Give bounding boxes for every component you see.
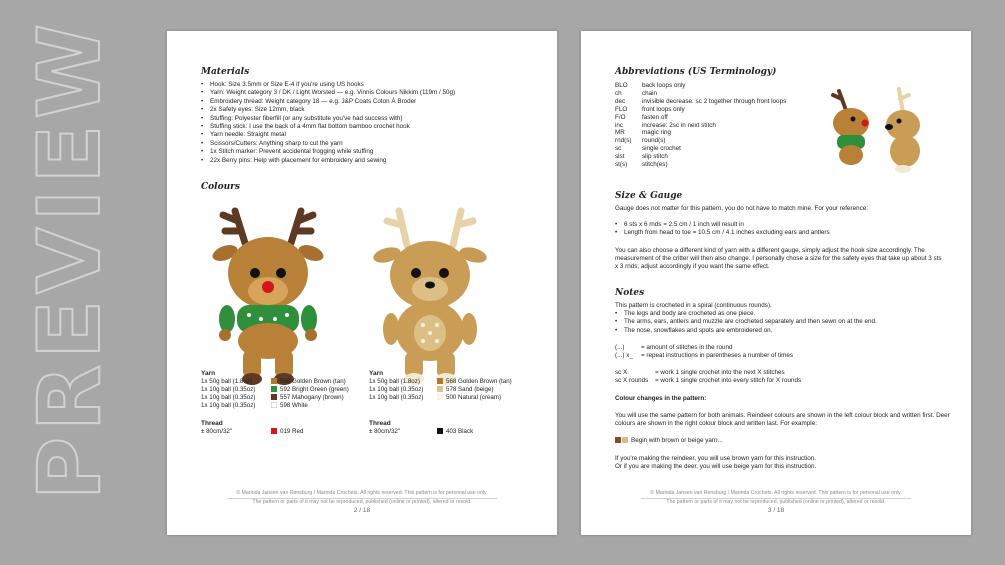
materials-item: • Yarn needle: Straight metal	[201, 131, 455, 139]
abbreviation-row: dec invisible decrease: sc 2 together through front loops	[615, 97, 787, 105]
sc-notation-row: sc X rounds = work 1 single crochet into every stitch for X rounds	[615, 376, 802, 384]
notes-list	[615, 310, 877, 335]
yarn-quantity: 1x 50g ball (1.8oz)	[369, 378, 420, 385]
deer-yarn-list	[369, 378, 512, 402]
deer-image	[367, 201, 497, 391]
reindeer-thread-label: Thread	[201, 420, 223, 427]
yarn-quantity: 1x 10g ball (0.35oz)	[369, 386, 424, 393]
yarn-name: 578 Sand (beige)	[446, 386, 494, 393]
page-2	[167, 31, 557, 535]
thread-swatch-red	[271, 428, 277, 434]
yarn-name: 568 Golden Brown (tan)	[280, 378, 346, 385]
notes-heading: Notes	[615, 288, 645, 298]
left-page-number: 2 / 18	[353, 507, 371, 514]
colour-changes-heading: Colour changes in the pattern:	[615, 395, 707, 402]
yarn-row	[369, 386, 512, 394]
colours-heading: Colours	[201, 182, 240, 192]
yarn-swatch	[271, 394, 277, 400]
abbreviation-row: rnd(s) round(s)	[615, 137, 666, 145]
deer-yarn-label: Yarn	[369, 370, 384, 377]
reindeer-yarn-list	[201, 378, 349, 410]
colour-final-1: If you're making the reindeer, you will use brown yarn for this instruction.	[615, 455, 817, 462]
size-list	[615, 221, 830, 238]
left-footer-line-2: The pattern or parts of it may not be reproduced, published (online or printed), altered or resold.	[252, 499, 472, 505]
yarn-quantity: 1x 10g ball (0.35oz)	[201, 386, 256, 393]
deer-thread: ± 80cm/32" 403 Black	[369, 428, 474, 435]
size-intro: Gauge does not matter for this pattern, you do not have to match mine. For your reference:	[615, 205, 869, 212]
yarn-row	[201, 394, 349, 402]
reindeer-yarn-label: Yarn	[201, 370, 216, 377]
yarn-quantity: 1x 10g ball (0.35oz)	[369, 394, 424, 401]
materials-item: • 1x Stitch marker: Prevent accidental frogging while stuffing	[201, 148, 455, 156]
size-gauge-heading: Size & Gauge	[615, 191, 683, 201]
materials-item: • Scissors/Cutters: Anything sharp to cut the yarn	[201, 140, 455, 148]
materials-item: • Hook: Size 3.5mm or Size E-4 if you're using US hooks	[201, 81, 455, 89]
abbreviation-row: sc single crochet	[615, 145, 681, 153]
colour-final-2: Or if you are making the deer, you will use beige yarn for this instruction.	[615, 463, 817, 470]
yarn-row	[369, 378, 512, 386]
preview-watermark: PREVIEW	[20, 17, 120, 500]
yarn-swatch	[271, 402, 277, 408]
materials-item: • Stuffing: Polyester fiberfill (or any substitute you've had success with)	[201, 115, 455, 123]
materials-heading: Materials	[201, 67, 250, 77]
materials-item: • 22x Berry pins: Help with placement for embroidery and sewing	[201, 157, 455, 165]
notes-item: • The legs and body are crocheted as one piece.	[615, 310, 877, 318]
thread-swatch-black	[437, 428, 443, 434]
deer-thread-label: Thread	[369, 420, 391, 427]
yarn-row	[369, 394, 512, 402]
yarn-name: 568 Golden Brown (tan)	[446, 378, 512, 385]
yarn-swatch	[271, 386, 277, 392]
abbreviation-row: FLO front loops only	[615, 105, 685, 113]
abbreviation-row: BLO back loops only	[615, 82, 686, 89]
yarn-row	[201, 386, 349, 394]
yarn-swatch	[437, 394, 443, 400]
materials-item: • Embroidery thread: Weight category 18 — e.g. J&P Coats Coton À Broder	[201, 98, 455, 106]
yarn-quantity: 1x 10g ball (0.35oz)	[201, 394, 256, 401]
yarn-swatch	[437, 386, 443, 392]
yarn-name: 592 Bright Green (green)	[280, 386, 349, 393]
abbreviation-row: slst slip stitch	[615, 153, 668, 161]
yarn-name: 500 Natural (cream)	[446, 394, 502, 401]
abbreviation-row: F/O fasten off	[615, 113, 668, 121]
size-item: • 6 sts x 6 rnds = 2.5 cm / 1 inch will result in	[615, 221, 830, 229]
colour-changes-paragraph: You will use the same pattern for both animals. Reindeer colours are shown in the left colour block and written first. Deer colours are shown in the right colour block and written last. For example:	[615, 412, 950, 427]
page-3	[581, 31, 971, 535]
notation-list	[615, 344, 793, 360]
yarn-name: 557 Mahogany (brown)	[280, 394, 344, 401]
example-swatch-beige	[622, 437, 628, 443]
size-item: • Length from head to toe = 10.5 cm / 4.1 inches excluding ears and antlers	[615, 229, 830, 237]
yarn-row	[201, 378, 349, 386]
reindeer-image	[205, 201, 335, 391]
materials-item: • Stuffing stick: I use the back of a 4mm flat bottom bamboo crochet hook	[201, 123, 455, 131]
notation-row: (...) x_ = repeat instructions in parentheses a number of times	[615, 351, 794, 359]
abbreviation-row: ch chain	[615, 89, 658, 97]
reindeer-thread: ± 80cm/32" 019 Red	[201, 428, 304, 435]
left-footer-line-1: © Marinda Jansen van Rensburg / Marinda Crochets. All rights reserved. This pattern is for personal use only.	[236, 490, 488, 496]
notes-intro: This pattern is crocheted in a spiral (continuous rounds).	[615, 302, 772, 309]
notes-item: • The arms, ears, antlers and muzzle are crocheted separately and then sewn on at the end.	[615, 318, 877, 326]
abbreviation-row: MR magic ring	[615, 129, 672, 137]
abbreviation-row: st(s) stitch(es)	[615, 161, 668, 169]
abbreviations-list	[615, 82, 786, 169]
example-swatch-brown	[615, 437, 621, 443]
right-footer-line-2: The pattern or parts of it may not be reproduced, published (online or printed), altered or resold.	[666, 499, 886, 505]
reindeer-and-deer-image	[825, 85, 935, 175]
yarn-row	[201, 402, 349, 410]
right-page-number: 3 / 18	[767, 507, 785, 514]
yarn-swatch	[271, 378, 277, 384]
materials-item: • 2x Safety eyes: Size 12mm, black	[201, 106, 455, 114]
abbreviations-heading: Abbreviations (US Terminology)	[615, 67, 777, 77]
yarn-quantity: 1x 10g ball (0.35oz)	[201, 402, 256, 409]
right-footer-line-1: © Marinda Jansen van Rensburg / Marinda Crochets. All rights reserved. This pattern is for personal use only.	[650, 490, 902, 496]
materials-list	[201, 81, 455, 165]
materials-item: • Yarn: Weight category 3 / DK / Light Worsted — e.g. Vinnis Colours Nikkim (119m / 50g)	[201, 89, 455, 97]
yarn-swatch	[437, 378, 443, 384]
abbreviation-row: inc increase: 2sc in next stitch	[615, 121, 716, 129]
notes-item: • The nose, snowflakes and spots are embroidered on.	[615, 327, 877, 335]
colour-example: Begin with brown or beige yarn...	[615, 437, 723, 445]
sc-notation-row: sc X = work 1 single crochet into the next X stitches	[615, 369, 785, 376]
size-paragraph: You can also choose a different kind of yarn with a different gauge, simply adjust the hook size accordingly. The measurement of the critter will then also change. I personally chose a size for the safety eyes that take up about 3 sts x 3 rnds; adjust accordingly if you want the same effect.	[615, 247, 942, 270]
notation-row: (...) = amount of stitches in the round	[615, 344, 733, 351]
yarn-quantity: 1x 50g ball (1.8oz)	[201, 378, 252, 385]
yarn-name: 598 White	[280, 402, 308, 409]
sc-notation-list	[615, 369, 801, 385]
